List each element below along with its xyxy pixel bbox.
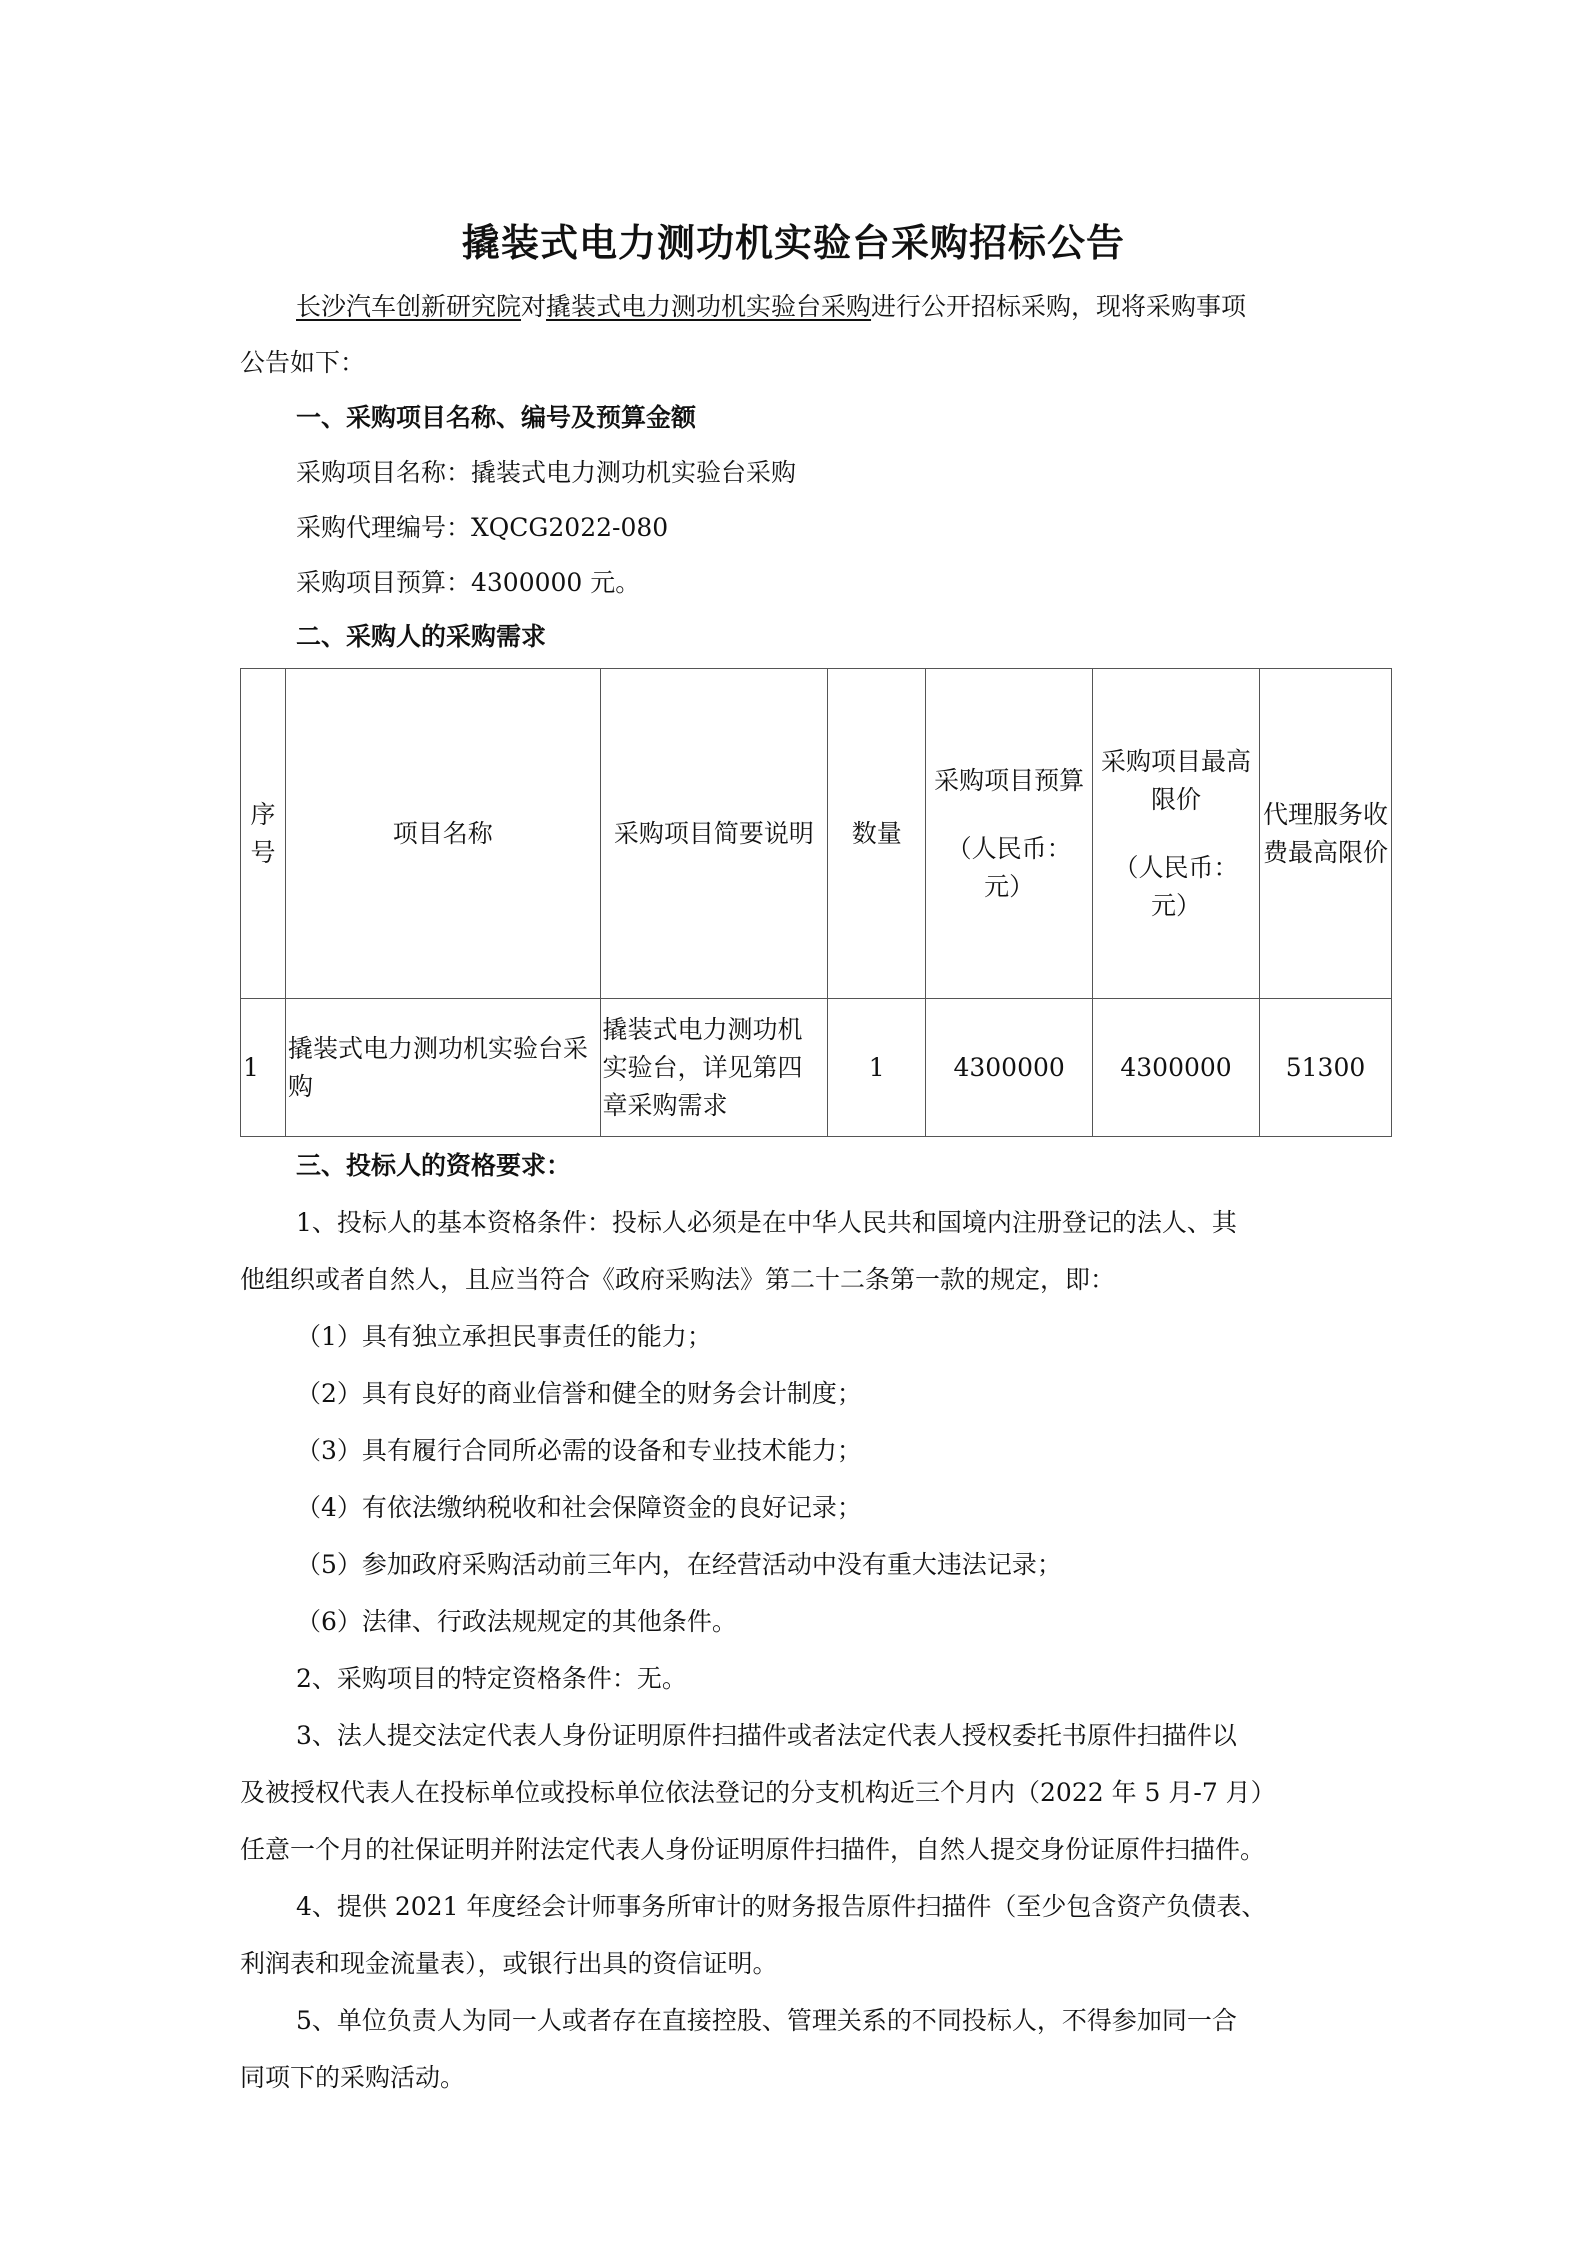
header-max-unit: （人民币：元） [1113, 852, 1239, 920]
section2-heading: 二、采购人的采购需求 [296, 622, 547, 651]
requirement-5-line-1: 5、单位负责人为同一人或者存在直接控股、管理关系的不同投标人，不得参加同一合 [296, 2006, 1237, 2035]
buyer-name: 长沙汽车创新研究院 [296, 292, 522, 321]
cell-seq: 1 [241, 999, 286, 1137]
cell-desc: 撬装式电力测功机实验台，详见第四章采购需求 [600, 999, 828, 1137]
table-row [241, 999, 1392, 1137]
requirement-5-line-2: 同项下的采购活动。 [240, 2063, 466, 2092]
agency-code-line: 采购代理编号：XQCG2022-080 [296, 513, 669, 542]
requirement-3-line-1: 3、法人提交法定代表人身份证明原件扫描件或者法定代表人授权委托书原件扫描件以 [296, 1721, 1237, 1750]
section3-heading: 三、投标人的资格要求： [296, 1151, 572, 1180]
table-header-row [241, 669, 1392, 999]
budget-line: 采购项目预算：4300000 元。 [296, 568, 641, 597]
requirement-3-line-3: 任意一个月的社保证明并附法定代表人身份证明原件扫描件，自然人提交身份证原件扫描件。 [240, 1835, 1266, 1864]
list-item: （3）具有履行合同所必需的设备和专业技术能力； [296, 1436, 862, 1465]
intro-line-1 [296, 287, 1246, 323]
cell-name: 撬装式电力测功机实验台采购 [285, 999, 600, 1137]
header-max-label: 采购项目最高限价 [1101, 746, 1252, 814]
list-item: （4）有依法缴纳税收和社会保障资金的良好记录； [296, 1493, 862, 1522]
header-name: 项目名称 [285, 669, 600, 999]
document-title: 撬装式电力测功机实验台采购招标公告 [461, 220, 1125, 265]
header-budget-unit: （人民币：元） [946, 833, 1072, 901]
intro-to: 对 [521, 292, 547, 321]
list-item: （1）具有独立承担民事责任的能力； [296, 1322, 712, 1351]
header-qty: 数量 [828, 669, 926, 999]
requirement-1-line-1: 1、投标人的基本资格条件：投标人必须是在中华人民共和国境内注册登记的法人、其 [296, 1208, 1237, 1237]
cell-qty: 1 [828, 999, 926, 1137]
requirement-2: 2、采购项目的特定资格条件：无。 [296, 1664, 687, 1693]
list-item: （2）具有良好的商业信誉和健全的财务会计制度； [296, 1379, 862, 1408]
list-item: （6）法律、行政法规规定的其他条件。 [296, 1607, 737, 1636]
list-item: （5）参加政府采购活动前三年内，在经营活动中没有重大违法记录； [296, 1550, 1062, 1579]
header-desc: 采购项目简要说明 [600, 669, 828, 999]
cell-max: 4300000 [1093, 999, 1260, 1137]
header-fee: 代理服务收费最高限价 [1260, 669, 1392, 999]
header-seq: 序号 [241, 669, 286, 999]
section1-heading: 一、采购项目名称、编号及预算金额 [296, 403, 697, 432]
header-max [1093, 669, 1260, 999]
requirement-4-line-2: 利润表和现金流量表），或银行出具的资信证明。 [240, 1949, 778, 1978]
requirement-3-line-2: 及被授权代表人在投标单位或投标单位依法登记的分支机构近三个月内（2022 年 5 月-7 月） [240, 1778, 1276, 1807]
cell-budget: 4300000 [926, 999, 1093, 1137]
header-budget-label: 采购项目预算 [934, 765, 1085, 795]
requirement-4-line-1: 4、提供 2021 年度经会计师事务所审计的财务报告原件扫描件（至少包含资产负债表、 [296, 1892, 1267, 1921]
intro-rest: 进行公开招标采购，现将采购事项 [871, 292, 1247, 321]
cell-fee: 51300 [1260, 999, 1392, 1137]
header-budget [926, 669, 1093, 999]
project-name: 撬装式电力测功机实验台采购 [546, 292, 872, 321]
project-name-line: 采购项目名称：撬装式电力测功机实验台采购 [296, 458, 797, 487]
requirement-1-line-2: 他组织或者自然人，且应当符合《政府采购法》第二十二条第一款的规定，即： [240, 1265, 1116, 1294]
requirements-table [240, 668, 1392, 1137]
intro-line-2: 公告如下： [240, 348, 366, 377]
